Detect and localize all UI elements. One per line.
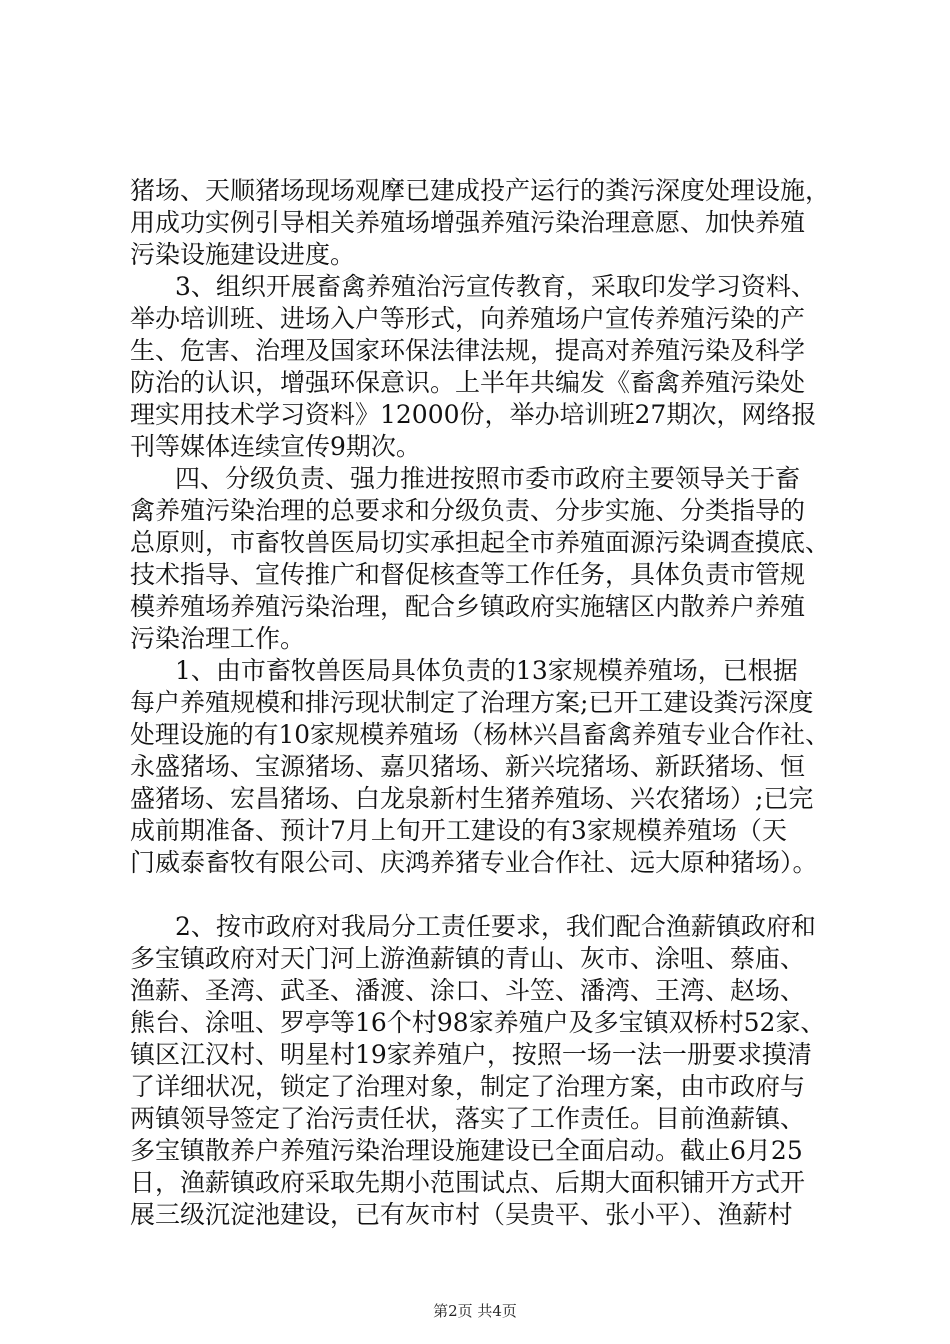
text-line: 刊等媒体连续宣传9期次。 [130,432,421,461]
text-line: 两镇领导签定了治污责任状，落实了工作责任。目前渔薪镇、 [130,1104,806,1133]
text-line: 门威泰畜牧有限公司、庆鸿养猪专业合作社、远大原种猪场）。 [130,848,818,877]
text-line: 总原则，市畜牧兽医局切实承担起全市养殖面源污染调查摸底、 [130,528,831,557]
text-line: 四、分级负责、强力推进按照市委市政府主要领导关于畜 [175,464,801,493]
text-line: 永盛猪场、宝源猪场、嘉贝猪场、新兴垸猪场、新跃猪场、恒 [130,752,806,781]
text-line: 用成功实例引导相关养殖场增强养殖污染治理意愿、加快养殖 [130,208,806,237]
text-line: 熊台、涂咀、罗亭等16个村98家养殖户及多宝镇双桥村52家、 [130,1008,826,1037]
text-line: 3、组织开展畜禽养殖治污宣传教育，采取印发学习资料、 [175,272,816,301]
text-line: 污染治理工作。 [130,624,306,653]
text-line: 模养殖场养殖污染治理，配合乡镇政府实施辖区内散养户养殖 [130,592,806,621]
text-line: 1、由市畜牧兽医局具体负责的13家规模养殖场，已根据 [175,656,798,685]
text-line: 防治的认识，增强环保意识。上半年共编发《畜禽养殖污染处 [130,368,806,397]
page-number-footer: 第2页 共4页 [433,1302,517,1320]
text-line: 技术指导、宣传推广和督促核查等工作任务，具体负责市管规 [130,560,806,589]
text-line: 禽养殖污染治理的总要求和分级负责、分步实施、分类指导的 [130,496,806,525]
text-line: 展三级沉淀池建设，已有灰市村（吴贵平、张小平）、渔薪村 [130,1200,793,1229]
text-line: 镇区江汉村、明星村19家养殖户，按照一场一法一册要求摸清 [130,1040,812,1069]
text-line: 生、危害、治理及国家环保法律法规，提高对养殖污染及科学 [130,336,806,365]
text-line: 每户养殖规模和排污现状制定了治理方案;已开工建设粪污深度 [130,688,814,717]
text-line: 多宝镇散养户养殖污染治理设施建设已全面启动。截止6月25 [130,1136,803,1165]
text-line: 猪场、天顺猪场现场观摩已建成投产运行的粪污深度处理设施， [130,176,831,205]
text-line: 日，渔薪镇政府采取先期小范围试点、后期大面积铺开方式开 [130,1168,806,1197]
text-line: 污染设施建设进度。 [130,240,356,269]
text-line: 盛猪场、宏昌猪场、白龙泉新村生猪养殖场、兴农猪场）;已完 [130,784,814,813]
text-line: 举办培训班、进场入户等形式，向养殖场户宣传养殖污染的产 [130,304,806,333]
text-line: 了详细状况，锁定了治理对象，制定了治理方案，由市政府与 [130,1072,806,1101]
text-line: 成前期准备、预计7月上旬开工建设的有3家规模养殖场（天 [130,816,787,845]
text-line: 处理设施的有10家规模养殖场（杨林兴昌畜禽养殖专业合作社、 [130,720,830,749]
text-line: 2、按市政府对我局分工责任要求，我们配合渔薪镇政府和 [175,912,816,941]
text-line: 渔薪、圣湾、武圣、潘渡、涂口、斗笠、潘湾、王湾、赵场、 [130,976,806,1005]
text-line: 多宝镇政府对天门河上游渔薪镇的青山、灰市、涂咀、蔡庙、 [130,944,806,973]
text-line: 理实用技术学习资料》12000份，举办培训班27期次，网络报 [130,400,817,429]
